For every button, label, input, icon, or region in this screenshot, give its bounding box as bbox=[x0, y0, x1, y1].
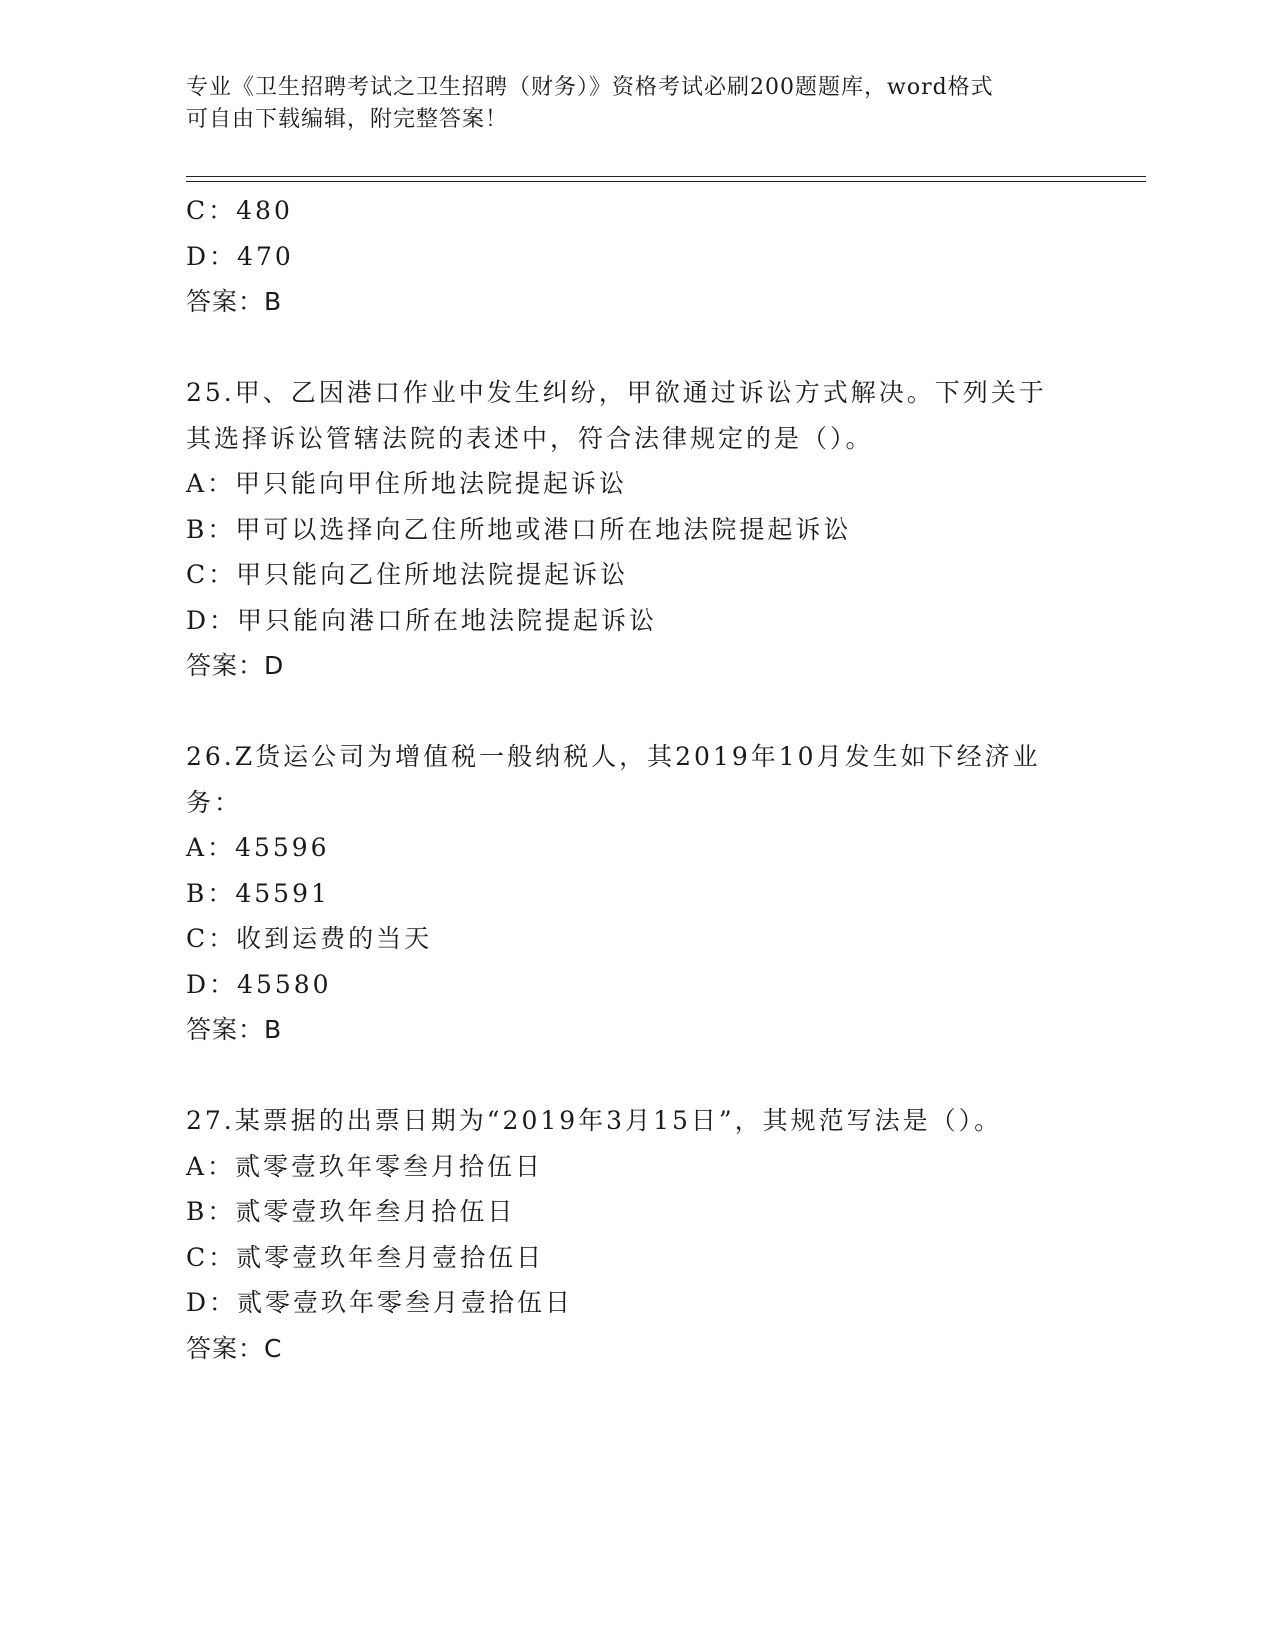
document-header bbox=[186, 72, 1066, 136]
option-c: C：贰零壹玖年叁月壹拾伍日 bbox=[186, 1242, 545, 1272]
question-stem: 26.Z货运公司为增值税一般纳税人，其2019年10月发生如下经济业 bbox=[186, 742, 1041, 771]
spacer bbox=[186, 689, 1086, 735]
option-a: A：甲只能向甲住所地法院提起诉讼 bbox=[186, 469, 628, 498]
question-stem: 27.某票据的出票日期为“2019年3月15日”，其规范写法是（）。 bbox=[186, 1106, 1003, 1135]
header-divider-bottom bbox=[186, 181, 1146, 182]
option-a: A：贰零壹玖年零叁月拾伍日 bbox=[186, 1151, 544, 1181]
option-d: D：470 bbox=[186, 241, 294, 271]
question-27 bbox=[186, 1098, 1086, 1371]
option-b: B：贰零壹玖年叁月拾伍日 bbox=[186, 1197, 516, 1226]
header-line-2: 可自由下载编辑，附完整答案！ bbox=[186, 107, 509, 132]
option-c: C：收到运费的当天 bbox=[186, 924, 433, 953]
answer-line: 答案：B bbox=[186, 1015, 283, 1044]
option-c: C：480 bbox=[186, 196, 293, 225]
question-stem-continued: 其选择诉讼管辖法院的表述中，符合法律规定的是（）。 bbox=[186, 423, 874, 453]
header-divider-top bbox=[186, 176, 1146, 177]
option-b: B：甲可以选择向乙住所地或港口所在地法院提起诉讼 bbox=[186, 514, 852, 544]
option-c: C：甲只能向乙住所地法院提起诉讼 bbox=[186, 560, 629, 589]
spacer bbox=[186, 325, 1086, 371]
question-24-tail bbox=[186, 188, 1086, 325]
option-a: A：45596 bbox=[186, 833, 330, 862]
option-d: D：45580 bbox=[186, 969, 332, 999]
question-26 bbox=[186, 734, 1086, 1053]
option-d: D：甲只能向港口所在地法院提起诉讼 bbox=[186, 605, 658, 635]
question-list bbox=[186, 188, 1086, 1371]
spacer bbox=[186, 1053, 1086, 1099]
answer-line: 答案：C bbox=[186, 1333, 283, 1363]
answer-line: 答案：B bbox=[186, 287, 283, 316]
answer-line: 答案：D bbox=[186, 651, 285, 680]
option-b: B：45591 bbox=[186, 878, 330, 908]
question-25 bbox=[186, 370, 1086, 689]
option-d: D：贰零壹玖年零叁月壹拾伍日 bbox=[186, 1288, 574, 1317]
question-stem: 25.甲、乙因港口作业中发生纠纷，甲欲通过诉讼方式解决。下列关于 bbox=[186, 378, 1047, 407]
header-line-1: 专业《卫生招聘考试之卫生招聘（财务）》资格考试必刷200题题库，word格式 bbox=[186, 75, 994, 100]
question-stem-continued: 务： bbox=[186, 787, 243, 817]
